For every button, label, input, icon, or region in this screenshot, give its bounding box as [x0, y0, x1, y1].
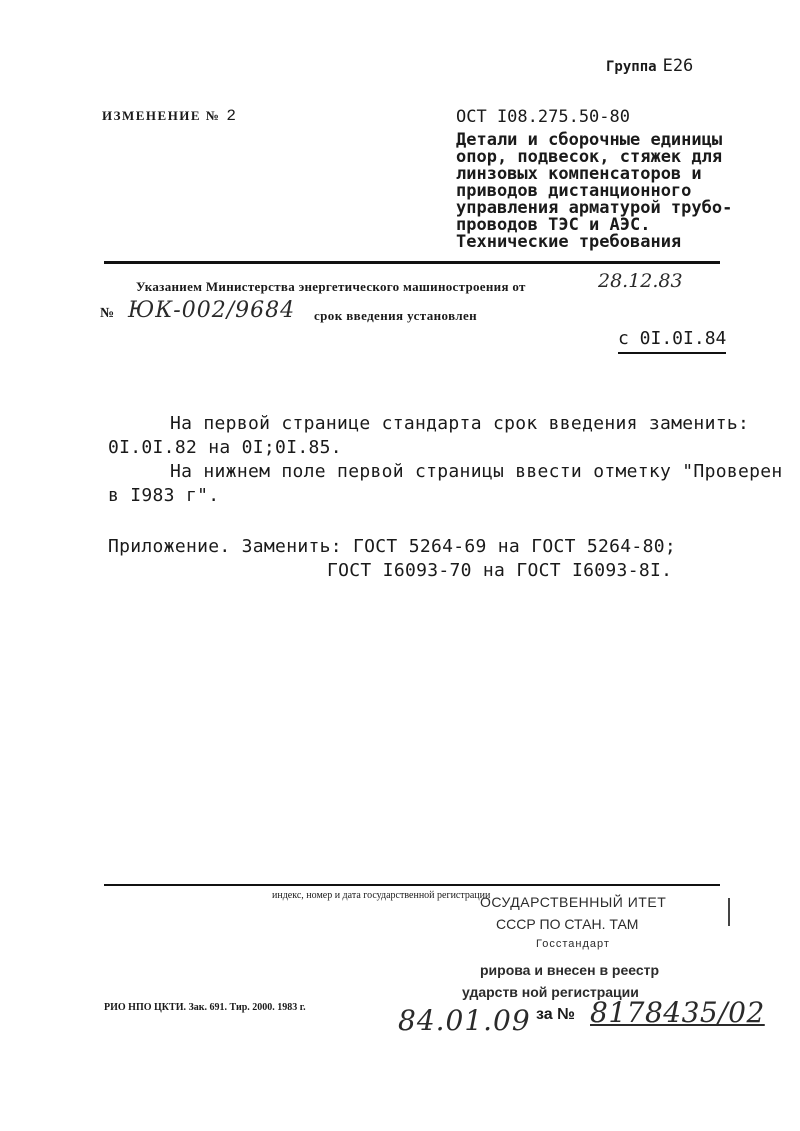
ost-title-line: Технические требования [456, 232, 682, 252]
ost-title-line: проводов ТЭС и АЭС. [456, 215, 651, 235]
stamp-registration-number: 8178435/02 [590, 996, 765, 1029]
top-divider [104, 261, 720, 264]
stamp-line: ударств ной регистрации [462, 984, 639, 1000]
stamp-line: рирова и внесен в реестр [480, 962, 660, 978]
order-text: Указанием Министерства энергетического машиностроения от [136, 279, 526, 294]
ost-title-line: опор, подвесок, стяжек для [456, 147, 723, 167]
stamp-line: Госстандарт [536, 938, 610, 950]
ost-title-line: приводов дистанционного [456, 181, 692, 201]
change-label: ИЗМЕНЕНИЕ № 2 [102, 107, 237, 125]
paragraph-2-line-2: в I983 г". [108, 485, 220, 506]
registration-index-label: индекс, номер и дата государственной регистрации [272, 890, 491, 901]
group-label: Группа Е26 [606, 56, 694, 76]
stamp-line: СССР ПО СТАН. ТАМ [496, 916, 639, 932]
ost-title-line: Детали и сборочные единицы [456, 130, 723, 150]
change-number: 2 [226, 107, 237, 125]
paragraph-1-line-2: 0I.0I.82 на 0I;0I.85. [108, 437, 342, 458]
order-number-handwritten: ЮК-002/9684 [128, 298, 296, 323]
ost-title [456, 132, 756, 251]
ost-title-line: линзовых компенсаторов и [456, 164, 702, 184]
bottom-divider [104, 884, 720, 886]
intro-date-label: срок введения установлен [314, 308, 478, 323]
ost-title-line: управления арматурой трубо- [456, 198, 733, 218]
stamp-line: ОСУДАРСТВЕННЫЙ ИТЕТ [480, 894, 667, 910]
paragraph-3-line-1: Приложение. Заменить: ГОСТ 5264-69 на ГОСТ 5264-80; [108, 536, 676, 557]
paragraph-3-line-2: ГОСТ I6093-70 на ГОСТ I6093-8I. [327, 560, 673, 581]
number-sign: № [100, 306, 115, 321]
paragraph-2-line-1: На нижнем поле первой страницы ввести отметку "Проверен [170, 461, 783, 482]
stamp-registration-date: 84.01.09 [398, 1004, 531, 1037]
intro-date: с 0I.0I.84 [618, 328, 726, 354]
group-code: Е26 [662, 56, 694, 76]
stamp-number-label: за № [536, 1006, 575, 1023]
print-info: РИО НПО ЦКТИ. Зак. 691. Тир. 2000. 1983 г. [104, 1002, 306, 1013]
stamp-border-mark [728, 898, 730, 926]
order-date-handwritten: 28.12.83 [598, 270, 683, 292]
ost-number: ОСТ I08.275.50-80 [456, 107, 630, 127]
paragraph-1-line-1: На первой странице стандарта срок введения заменить: [170, 413, 750, 434]
